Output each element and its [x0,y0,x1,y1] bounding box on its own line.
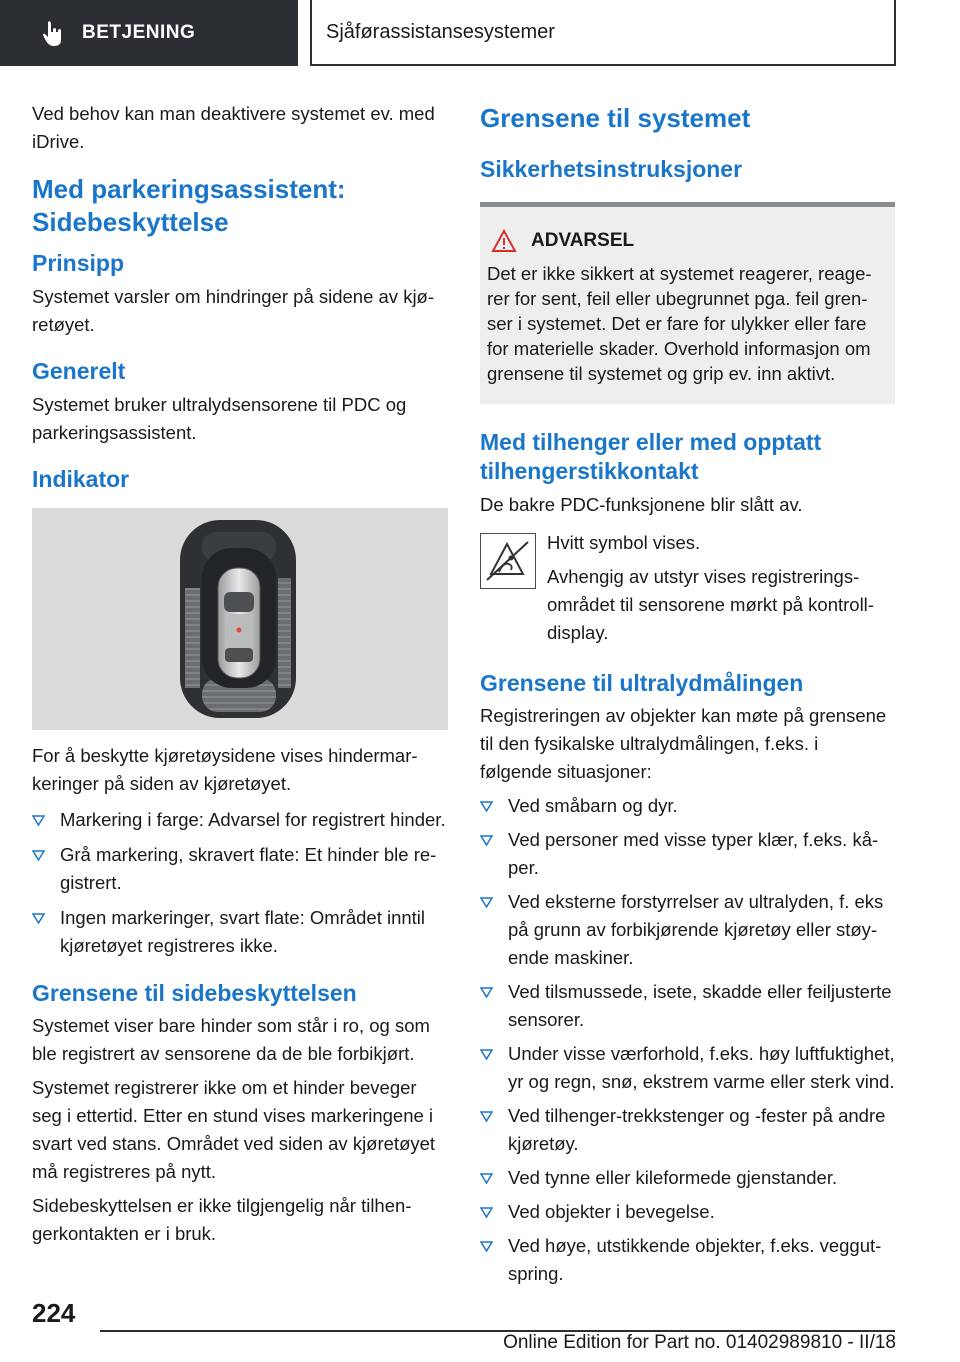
warning-box [480,202,895,404]
triangle-bullet-icon [480,801,493,812]
section-tab [0,0,298,66]
section-title: BETJENING [82,22,196,43]
triangle-bullet-icon [480,1049,493,1060]
list-item: Ved høye, utstikkende objekter, f.eks. veggutspring. [480,1232,895,1288]
triangle-bullet-icon [480,835,493,846]
warning-body: Det er ikke sikkert at systemet reagerer, reagerer for sent, feil eller ubegrunnet pga. feil grenser i systemet. Det er fare for ulykker eller fare for materielle skader. Overhold informasjon om grensene til systemet og grip ev. inn aktivt. [487,263,872,384]
symbol-paragraph-2: Avhengig av utstyr vises registreringsområdet til sensorene mørkt på kontrolldisplay. [547,566,874,643]
warning-title: ADVARSEL [531,230,635,251]
heading-sidebeskyttelse: Med parkeringsassistent: Sidebeskyttelse [32,174,346,237]
heading-prinsipp: Prinsipp [32,250,125,276]
triangle-bullet-icon [480,987,493,998]
hand-icon [42,20,64,46]
intro-paragraph: Ved behov kan man deaktivere systemet ev. med iDrive. [32,103,435,152]
indikator-paragraph: For å beskytte kjøretøysidene vises hindermarkeringer på siden av kjøretøyet. [32,745,418,794]
grensene-paragraph-1: Systemet viser bare hinder som står i ro, og som ble registrert av sensorene da de ble forbikjørt. [32,1015,430,1064]
list-item: Ved småbarn og dyr. [480,792,895,820]
grensene-paragraph-3: Sidebeskyttelsen er ikke tilgjengelig når tilhengerkontakten er i bruk. [32,1195,412,1244]
triangle-bullet-icon [480,1173,493,1184]
chapter-title: Sjåførassistansesystemer [326,20,555,43]
edition-text: Online Edition for Part no. 01402989810 - II/18 [503,1332,896,1353]
car-top-view-illustration [32,508,448,730]
indikator-bullet-list [32,806,448,960]
heading-tilhenger: Med tilhenger eller med opptatt tilhengerstikkontakt [480,429,822,484]
list-item: Grå markering, skravert flate: Et hinder ble registrert. [32,841,448,897]
triangle-bullet-icon [32,815,45,826]
heading-generelt: Generelt [32,358,126,384]
generelt-paragraph: Systemet bruker ultralydsensorene til PDC og parkeringsassistent. [32,394,407,443]
page-number: 224 [32,1298,76,1328]
heading-grensene-sidebeskyttelsen: Grensene til sidebeskyttelsen [32,980,357,1006]
symbol-paragraph-1: Hvitt symbol vises. [547,532,701,553]
ultralyd-paragraph: Registreringen av objekter kan møte på grensene til den fysikalske ultralydmålingen, f.eks. i følgende situasjoner: [480,705,887,782]
chapter-header [310,0,896,66]
grensene-paragraph-2: Systemet registrerer ikke om et hinder beveger seg i ettertid. Etter en stund vises markeringene i svart ved stans. Området ved siden av kjøretøyet må registreres på nytt. [32,1077,436,1182]
trailer-symbol-row [480,529,895,647]
list-item: Markering i farge: Advarsel for registrert hinder. [32,806,448,834]
triangle-bullet-icon [32,913,45,924]
warning-triangle-icon [491,229,517,253]
list-item: Under visse værforhold, f.eks. høy luftfuktighet, yr og regn, snø, ekstrem varme eller sterk vind. [480,1040,895,1096]
list-item: Ved eksterne forstyrrelser av ultralyden, f. eks på grunn av forbikjørende kjøretøy eller støyende maskiner. [480,888,895,972]
side-protection-indicator-image [32,508,448,730]
triangle-bullet-icon [480,1241,493,1252]
triangle-bullet-icon [480,1207,493,1218]
triangle-bullet-icon [32,850,45,861]
tilhenger-paragraph: De bakre PDC-funksjonene blir slått av. [480,494,803,515]
heading-sikkerhetsinstruksjoner: Sikkerhetsinstruksjoner [480,156,743,182]
list-item: Ved tilsmussede, isete, skadde eller feiljusterte sensorer. [480,978,895,1034]
left-column [32,100,448,1248]
right-column [480,100,895,1288]
heading-indikator: Indikator [32,466,130,492]
list-item: Ved tynne eller kileformede gjenstander. [480,1164,895,1192]
list-item: Ved tilhenger-trekkstenger og -fester på andre kjøretøy. [480,1102,895,1158]
trailer-symbol-icon [480,533,536,589]
list-item: Ved objekter i bevegelse. [480,1198,895,1226]
list-item: Ved personer med visse typer klær, f.eks. kåper. [480,826,895,882]
heading-ultralyd: Grensene til ultralydmålingen [480,670,804,696]
ultralyd-bullet-list [480,792,895,1288]
triangle-bullet-icon [480,897,493,908]
heading-grensene-systemet: Grensene til systemet [480,103,751,133]
triangle-bullet-icon [480,1111,493,1122]
list-item: Ingen markeringer, svart flate: Området inntil kjøretøyet registreres ikke. [32,904,448,960]
prinsipp-paragraph: Systemet varsler om hindringer på sidene av kjøretøyet. [32,286,435,335]
